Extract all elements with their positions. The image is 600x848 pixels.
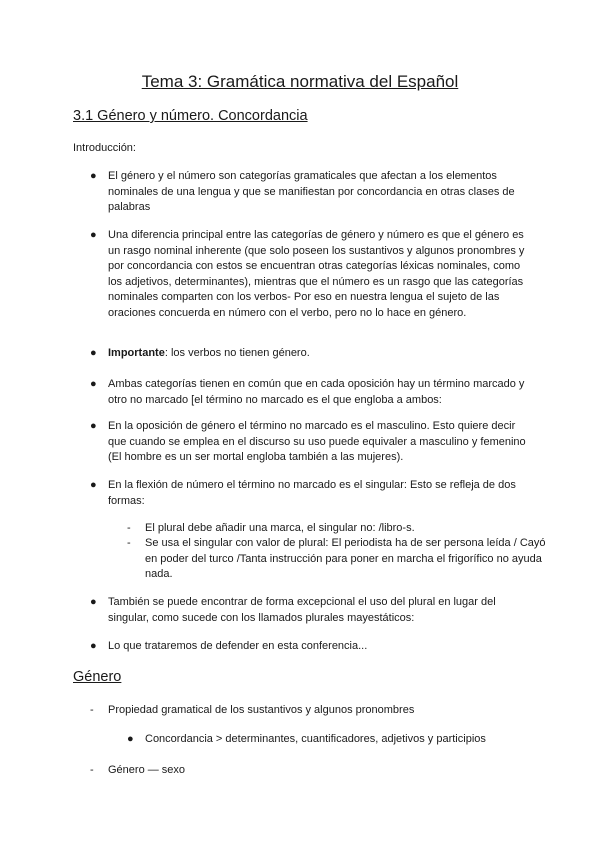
page-title: Tema 3: Gramática normativa del Español <box>141 72 459 91</box>
bullet-icon: ● <box>90 596 97 608</box>
dash-marker: - <box>127 522 131 534</box>
dash-marker: - <box>127 537 131 549</box>
sub-list-text: Se usa el singular con valor de plural: El periodista ha de ser persona leída / Cayó en poder del turco /Tanta instrucción para poner en marcha el frigorífico no ayuda nada. <box>145 537 546 580</box>
bullet-icon: ● <box>90 479 97 491</box>
bullet-text: En la oposición de género el término no marcado es el masculino. Esto quiere decir que cuando se emplea en el discurso su uso puede equivaler a masculino y femenino (El hombre es un ser mortal engloba también a las mujeres). <box>108 420 526 463</box>
bullet-item <box>90 228 530 321</box>
dash-item-text: Género — sexo <box>108 764 186 776</box>
bullet-item <box>90 478 530 509</box>
bullet-text: Concordancia > determinantes, cuantificadores, adjetivos y participios <box>145 733 486 745</box>
bullet-item <box>90 639 530 655</box>
bullet-item <box>90 377 530 408</box>
important-label: Importante <box>108 347 165 359</box>
section-heading-genero: Género <box>73 669 122 685</box>
bullet-item <box>90 169 530 216</box>
bullet-icon: ● <box>90 170 97 182</box>
section-heading-concordancia: 3.1 Género y número. Concordancia <box>73 108 308 124</box>
important-text: : los verbos no tienen género. <box>164 347 310 359</box>
bullet-icon: ● <box>127 733 134 745</box>
bullet-icon: ● <box>90 640 97 652</box>
bullet-text: En la flexión de número el término no marcado es el singular: Esto se refleja de dos formas: <box>108 479 516 507</box>
dash-item <box>90 763 530 779</box>
intro-label: Introducción: <box>73 142 136 154</box>
dash-item <box>90 703 530 719</box>
bullet-text: Lo que trataremos de defender en esta conferencia... <box>108 640 368 652</box>
sub-list-item <box>127 521 547 537</box>
bullet-text: Ambas categorías tienen en común que en cada oposición hay un término marcado y otro no marcado [el término no marcado es el que engloba a ambos: <box>108 378 525 406</box>
bullet-icon: ● <box>90 229 97 241</box>
bullet-icon: ● <box>90 347 97 359</box>
sub-list-text: El plural debe añadir una marca, el singular no: /libro-s. <box>145 522 415 534</box>
bullet-item <box>90 346 530 362</box>
bullet-icon: ● <box>90 378 97 390</box>
dash-item-text: Propiedad gramatical de los sustantivos y algunos pronombres <box>108 704 415 716</box>
bullet-text: Una diferencia principal entre las categorías de género y número es que el género es un rasgo nominal inherente (que solo poseen los sustantivos y algunos pronombres y por concordancia con estos se encuentran otras categorías léxicas nominales, como los adjetivos, determinantes), mientras que el número es un rasgo que las categorías nominales comparten con los verbos- Por eso en nuestra lengua el sujeto de las oraciones concuerda en número con el verbo, pero no lo hace en género. <box>108 229 525 319</box>
bullet-item <box>90 419 530 466</box>
bullet-item <box>127 732 547 748</box>
bullet-text: También se puede encontrar de forma excepcional el uso del plural en lugar del singular, como sucede con los llamados plurales mayestáticos: <box>108 596 496 624</box>
bullet-item <box>90 595 530 626</box>
dash-marker: - <box>90 764 94 776</box>
sub-list-item <box>127 536 547 583</box>
dash-marker: - <box>90 704 94 716</box>
bullet-icon: ● <box>90 420 97 432</box>
bullet-text: El género y el número son categorías gramaticales que afectan a los elementos nominales de una lengua y que se manifiestan por concordancia en otras clases de palabras <box>108 170 515 213</box>
bullet-text <box>108 346 530 362</box>
